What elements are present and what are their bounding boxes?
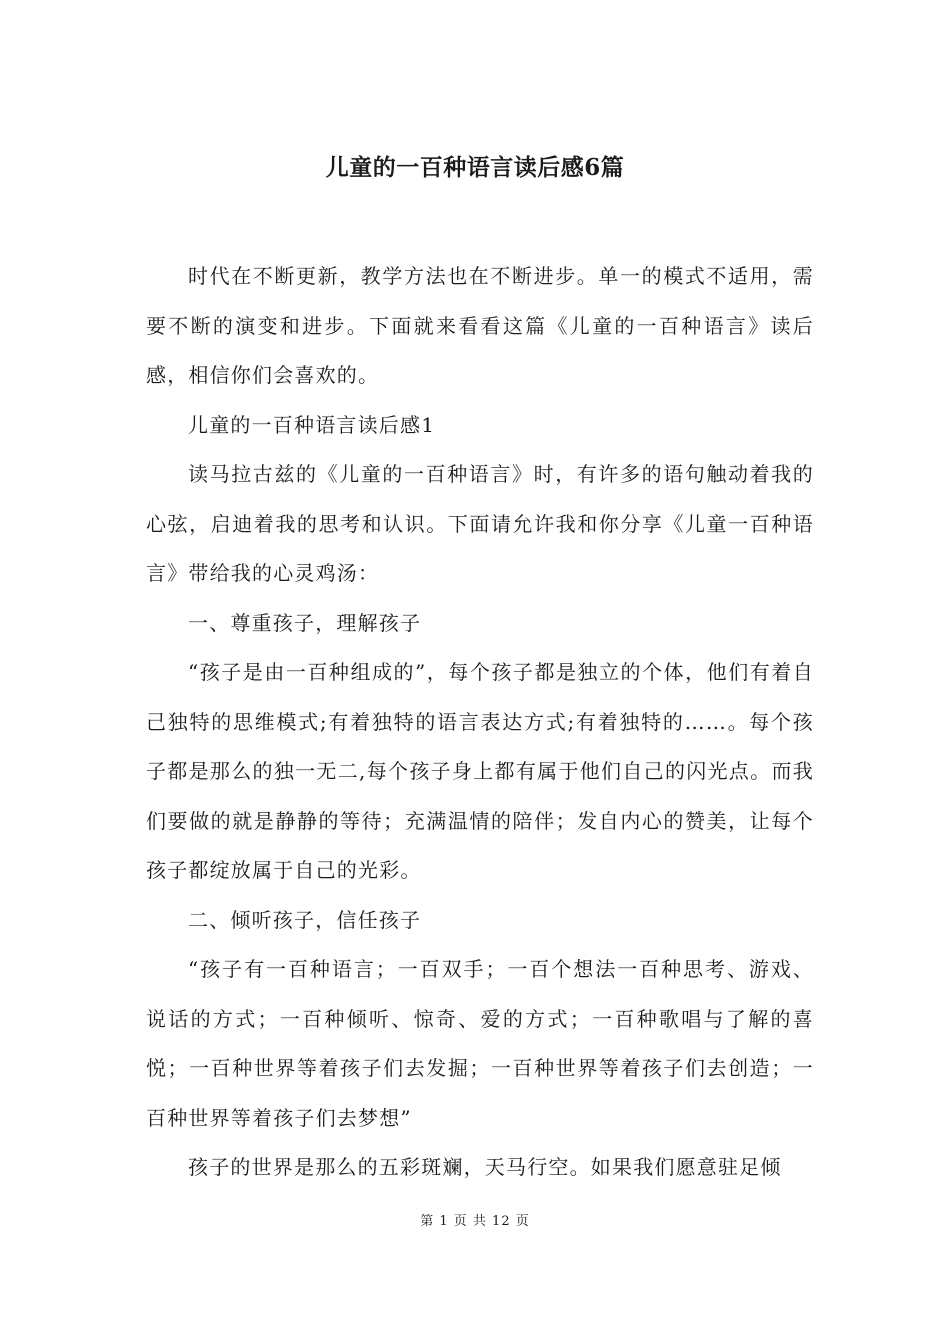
paragraph-intro: 时代在不断更新，教学方法也在不断进步。单一的模式不适用，需要不断的演变和进步。下面就来看看这篇《儿童的一百种语言》读后感，相信你们会喜欢的。 bbox=[146, 264, 814, 387]
document-title: 儿童的一百种语言读后感6篇 bbox=[325, 154, 625, 181]
page-number-footer: 第 1 页 共 12 页 bbox=[420, 1214, 530, 1229]
paragraph: 读马拉古兹的《儿童的一百种语言》时，有许多的语句触动着我的心弦，启迪着我的思考和认识。下面请允许我和你分享《儿童一百种语言》带给我的心灵鸡汤： bbox=[146, 462, 814, 585]
paragraph: “孩子是由一百种组成的”，每个孩子都是独立的个体，他们有着自己独特的思维模式;有着独特的语言表达方式;有着独特的……。每个孩子都是那么的独一无二,每个孩子身上都有属于他们自己的闪光点。而我们要做的就是静静的等待；充满温情的陪伴；发自内心的赞美，让每个孩子都绽放属于自己的光彩。 bbox=[146, 660, 814, 882]
paragraph: 孩子的世界是那么的五彩斑斓，天马行空。如果我们愿意驻足倾 bbox=[188, 1155, 782, 1179]
document-body bbox=[146, 252, 814, 1193]
subsection-heading: 二、倾听孩子，信任孩子 bbox=[188, 907, 422, 932]
paragraph-quote: “孩子有一百种语言；一百双手；一百个想法一百种思考、游戏、说话的方式；一百种倾听、惊奇、爱的方式；一百种歌唱与了解的喜悦；一百种世界等着孩子们去发掘；一百种世界等着孩子们去创造；一百种世界等着孩子们去梦想” bbox=[146, 957, 814, 1130]
subsection-heading: 一、尊重孩子，理解孩子 bbox=[188, 610, 422, 635]
section-heading: 儿童的一百种语言读后感1 bbox=[188, 412, 436, 437]
